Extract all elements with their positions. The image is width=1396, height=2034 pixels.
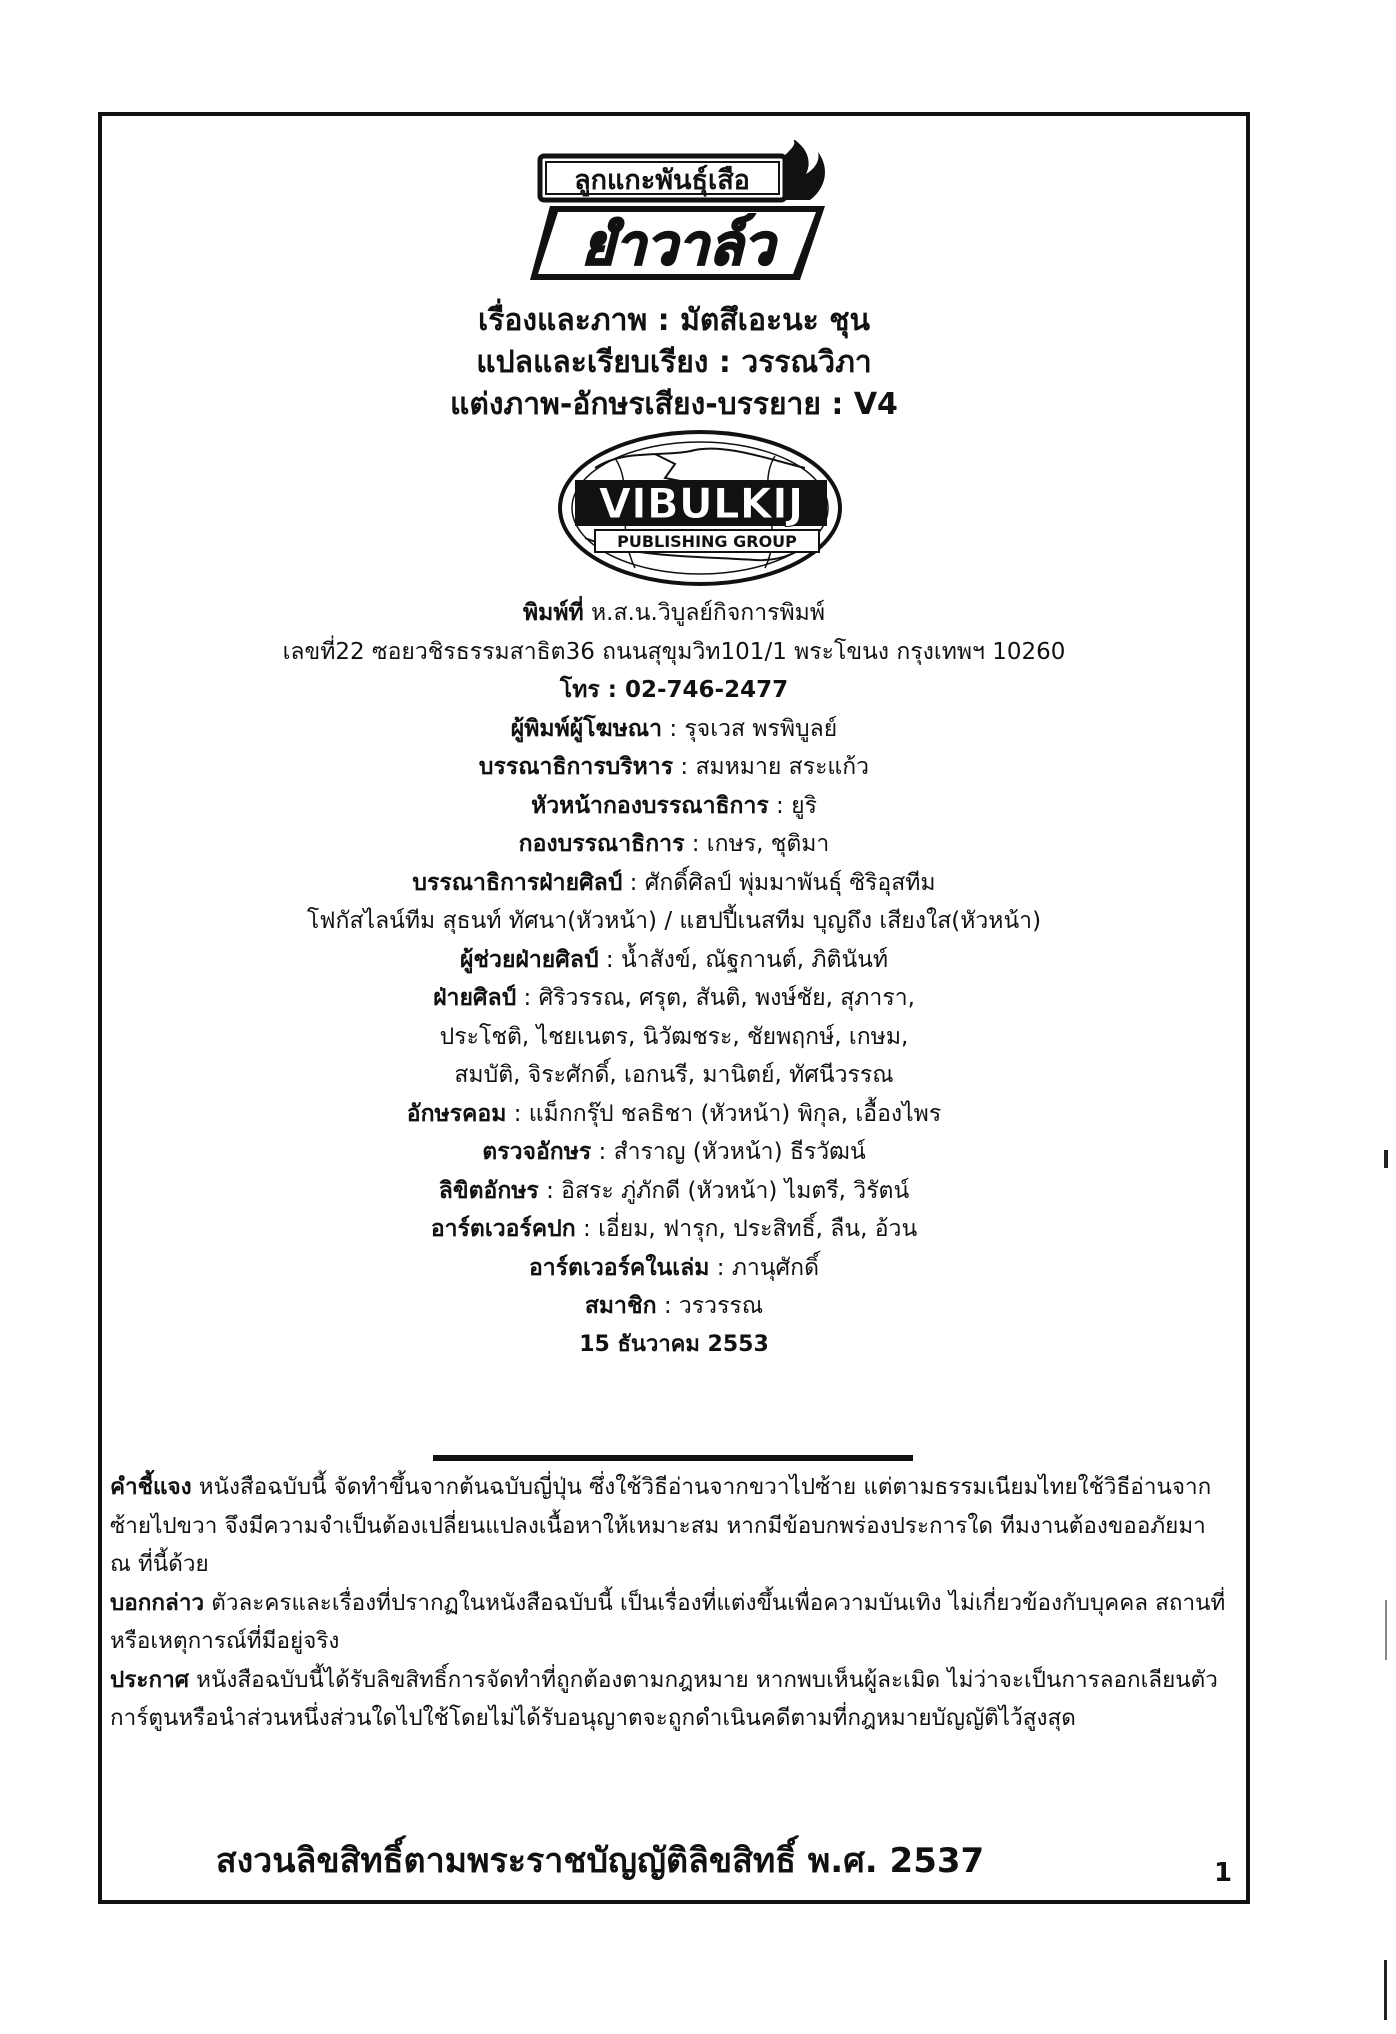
notice-label: บอกกล่าว bbox=[110, 1589, 205, 1616]
credit-story: เรื่องและภาพ : มัตสึเอะนะ ชุน bbox=[477, 303, 871, 338]
info-row: ประโชติ, ไชยเนตร, นิวัฒชระ, ชัยพฤกษ์, เกษม, bbox=[439, 1023, 909, 1050]
series-logo bbox=[530, 140, 850, 290]
globe-icon bbox=[555, 428, 845, 588]
series-logo-top-text: ลูกแกะพันธุ์เสือ bbox=[574, 165, 750, 196]
notice-note bbox=[110, 1584, 1230, 1661]
info-row: พิมพ์ที่ ห.ส.น.วิบูลย์กิจการพิมพ์ bbox=[523, 600, 825, 626]
info-row: บรรณาธิการฝ่ายศิลป์ : ศักดิ์ศิลป์ พุ่มมาพันธุ์ ซิริอุสทีม bbox=[412, 869, 936, 896]
info-row: บรรณาธิการบริหาร : สมหมาย สระแก้ว bbox=[478, 754, 870, 780]
publisher-sub: PUBLISHING GROUP bbox=[617, 532, 797, 551]
info-row: อาร์ตเวอร์คในเล่ม : ภานุศักดิ์ bbox=[528, 1254, 820, 1281]
announce-text: หนังสือฉบับนี้ได้รับลิขสิทธิ์การจัดทำที่ถูกต้องตามกฎหมาย หากพบเห็นผู้ละเมิด ไม่ว่าจะเป็นการลอกเลียนตัวการ์ตูนหรือนำส่วนหนึ่งส่วนใดไปใช้โดยไม่ได้รับอนุญาตจะถูกดำเนินคดีตามที่กฎหมายบัญญัติไว้สูงสุด bbox=[110, 1666, 1218, 1731]
scan-mark bbox=[1384, 1150, 1388, 1168]
series-logo-graphic bbox=[530, 140, 850, 290]
publish-date: 15 ธันวาคม 2553 bbox=[579, 1331, 769, 1357]
notes-block bbox=[110, 1468, 1230, 1738]
announce-note bbox=[110, 1661, 1230, 1738]
credit-translate: แปลและเรียบเรียง : วรรณวิภา bbox=[476, 345, 872, 380]
scan-mark bbox=[1385, 1600, 1387, 1660]
explain-text: หนังสือฉบับนี้ จัดทำขึ้นจากต้นฉบับญี่ปุ่น ซึ่งใช้วิธีอ่านจากขวาไปซ้าย แต่ตามธรรมเนียมไทยใช้วิธีอ่านจากซ้ายไปขวา จึงมีความจำเป็นต้องเปลี่ยนแปลงเนื้อหาให้เหมาะสม หากมีข้อบกพร่องประการใด ทีมงานต้องขออภัยมา ณ ที่นี้ด้วย bbox=[110, 1474, 1212, 1577]
credits-block bbox=[100, 300, 1248, 426]
info-row: หัวหน้ากองบรรณาธิการ : ยูริ bbox=[531, 792, 817, 819]
copyright-notice: สงวนลิขสิทธิ์ตามพระราชบัญญัติลิขสิทธิ์ พ.ศ. 2537 bbox=[215, 1841, 985, 1881]
info-row: โทร : 02-746-2477 bbox=[559, 677, 789, 703]
notice-text: ตัวละครและเรื่องที่ปรากฏในหนังสือฉบับนี้ เป็นเรื่องที่แต่งขึ้นเพื่อความบันเทิง ไม่เกี่ยวข้องกับบุคคล สถานที่ หรือเหตุการณ์ที่มีอยู่จริง bbox=[110, 1589, 1226, 1654]
info-row: เลขที่22 ซอยวชิรธรรมสาธิต36 ถนนสุขุมวิท101/1 พระโขนง กรุงเทพฯ 10260 bbox=[282, 638, 1066, 665]
info-row: สมาชิก : วรวรรณ bbox=[584, 1293, 764, 1319]
info-row: อาร์ตเวอร์คปก : เอี่ยม, ฟารุก, ประสิทธิ์, ลืน, อ้วน bbox=[430, 1216, 918, 1242]
divider bbox=[433, 1455, 913, 1461]
page-number: 1 bbox=[1214, 1858, 1233, 1888]
publishing-info bbox=[110, 594, 1238, 1364]
explain-label: คำชี้แจง bbox=[110, 1474, 192, 1500]
info-row: ผู้พิมพ์ผู้โฆษณา : รุจเวส พรพิบูลย์ bbox=[510, 715, 838, 742]
series-logo-main-text: ยำวาล์ว bbox=[581, 213, 775, 278]
info-row: ฝ่ายศิลป์ : ศิริวรรณ, ศรุต, สันติ, พงษ์ชัย, สุภารา, bbox=[433, 985, 915, 1011]
scan-mark bbox=[1384, 1960, 1387, 2020]
info-row: กองบรรณาธิการ : เกษร, ชุติมา bbox=[518, 831, 830, 857]
info-row: ผู้ช่วยฝ่ายศิลป์ : น้ำสังข์, ณัฐกานต์, ภิตินันท์ bbox=[459, 946, 889, 973]
publisher-name: VIBULKIJ bbox=[598, 479, 804, 528]
info-row: อักษรคอม : แม็กกรุ๊ป ชลธิชา (หัวหน้า) พิกุล, เอื้องไพร bbox=[406, 1100, 942, 1127]
info-row: ตรวจอักษร : สำราญ (หัวหน้า) ธีรวัฒน์ bbox=[482, 1139, 866, 1165]
info-row: ลิขิตอักษร : อิสระ ภู่ภักดี (หัวหน้า) ไมตรี, วิรัตน์ bbox=[438, 1177, 910, 1204]
info-row: โฟกัสไลน์ทีม สุธนท์ ทัศนา(หัวหน้า) / แฮปปี้เนสทีม บุญถึง เสียงใส(หัวหน้า) bbox=[306, 908, 1042, 934]
announce-label: ประกาศ bbox=[110, 1666, 189, 1693]
publisher-logo bbox=[555, 428, 845, 588]
credit-edit: แต่งภาพ-อักษรเสียง-บรรยาย : V4 bbox=[450, 387, 898, 422]
info-row: สมบัติ, จิระศักดิ์, เอกนรี, มานิตย์, ทัศนีวรรณ bbox=[454, 1062, 894, 1088]
explain-note bbox=[110, 1468, 1230, 1584]
